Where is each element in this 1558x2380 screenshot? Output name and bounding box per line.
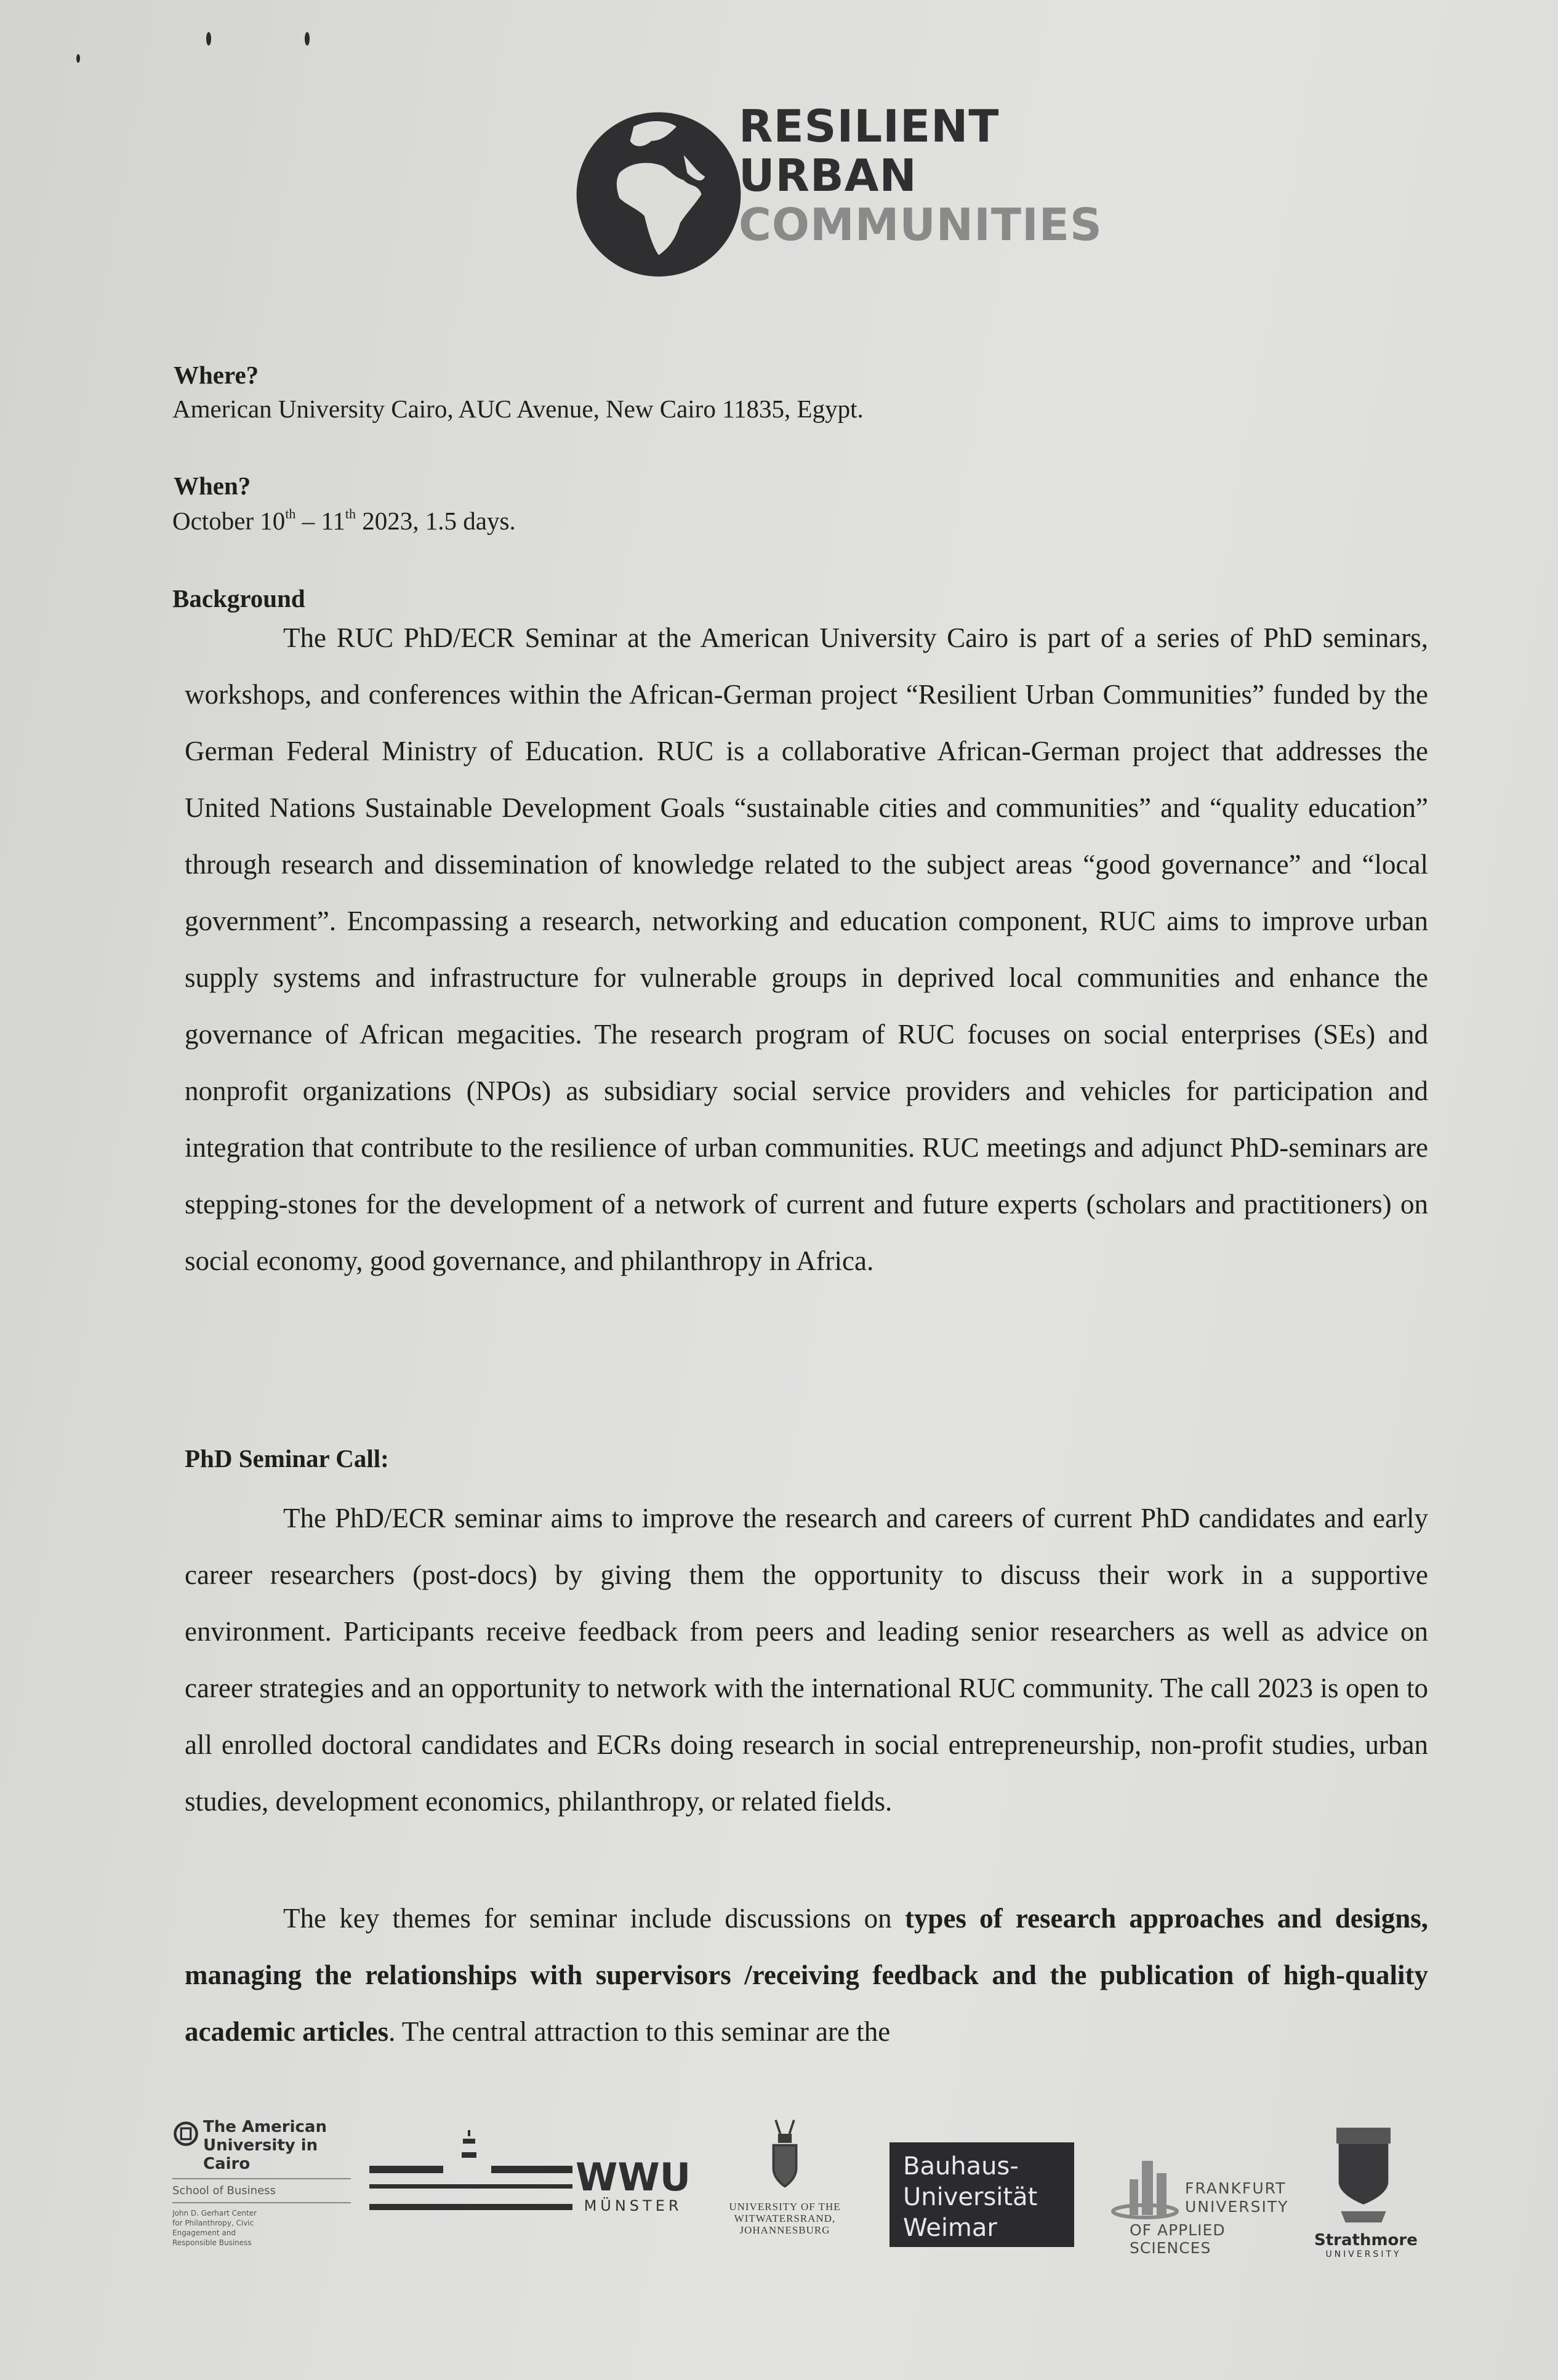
call-text-2-bold: types of research approaches and designs, managing the relationships with supervisors /receiving feedback and the publication of high-quality academic articles <box>185 1903 1428 2047</box>
call-text-2-pre: The key themes for seminar include discussions on <box>283 1903 905 1934</box>
strathmore-name: Strathmore <box>1314 2231 1418 2249</box>
when-sup-1: th <box>285 506 296 521</box>
call-paragraph-1 <box>185 1490 1428 1830</box>
where-label: Where? <box>174 361 259 389</box>
call-heading: PhD Seminar Call: <box>185 1444 389 1473</box>
when-dash: – 11 <box>295 507 345 535</box>
auc-center-3: Engagement and <box>172 2229 236 2237</box>
partner-logos <box>166 2105 1447 2272</box>
frankfurt-line-3: OF APPLIED SCIENCES <box>1130 2221 1226 2257</box>
frankfurt-logo <box>1111 2155 1302 2257</box>
bauhaus-line-3: Weimar <box>903 2214 997 2242</box>
bauhaus-line-1: Bauhaus- <box>903 2152 1019 2181</box>
auc-center-1: John D. Gerhart Center <box>172 2209 257 2217</box>
wwu-bars-icon <box>369 2130 572 2210</box>
frankfurt-buildings-icon <box>1111 2155 1191 2222</box>
punch-hole <box>305 32 310 46</box>
auc-school: School of Business <box>172 2184 276 2197</box>
wwu-logo <box>576 2155 691 2214</box>
frankfurt-text <box>1185 2179 1288 2216</box>
wits-line-2: WITWATERSRAND, <box>734 2213 836 2224</box>
background-paragraph <box>185 609 1428 1289</box>
frankfurt-line-2: UNIVERSITY <box>1185 2198 1289 2216</box>
call-text-1: The PhD/ECR seminar aims to improve the research and careers of current PhD candidates and early career researchers (post-docs) by giving them the opportunity to discuss their work in a supportive environment. Participants receive feedback from peers and leading senior researchers as well as advice on career strategies and an opportunity to network with the international RUC community. The call 2023 is open to all enrolled doctoral candidates and ECRs doing research in social entrepreneurship, non-profit studies, urban studies, development economics, philanthropy, or related fields. <box>185 1503 1428 1817</box>
background-text: The RUC PhD/ECR Seminar at the American University Cairo is part of a series of PhD seminars, workshops, and conferences within the African-German project “Resilient Urban Communities” funded by the German Federal Ministry of Education. RUC is a collaborative African-German project that addresses the United Nations Sustainable Development Goals “sustainable cities and communities” and “quality education” through research and dissemination of knowledge related to the subject areas “good governance” and “local government”. Encompassing a research, networking and education component, RUC aims to improve urban supply systems and infrastructure for vulnerable groups in deprived local communities and enhance the governance of African megacities. The research program of RUC focuses on social enterprises (SEs) and nonprofit organizations (NPOs) as subsidiary social service providers and vehicles for participation and integration that contribute to the resilience of urban communities. RUC meetings and adjunct PhD-seminars are stepping-stones for the development of a network of current and future experts (scholars and practitioners) on social economy, good governance, and philanthropy in Africa. <box>185 622 1428 1276</box>
strathmore-logo <box>1314 2124 1418 2259</box>
when-sup-2: th <box>345 506 356 521</box>
logo-wordmark <box>739 102 1102 249</box>
call-paragraph-2 <box>185 1890 1428 2060</box>
wwu-city: MÜNSTER <box>584 2197 683 2214</box>
when-rest: 2023, 1.5 days. <box>356 507 516 535</box>
auc-center-4: Responsible Business <box>172 2238 252 2247</box>
auc-logo <box>172 2118 357 2248</box>
bauhaus-line-2: Universität <box>903 2183 1038 2211</box>
auc-center-2: for Philanthropy, Civic <box>172 2219 254 2227</box>
strathmore-sub: UNIVERSITY <box>1325 2249 1402 2259</box>
wits-crest-icon <box>760 2118 809 2198</box>
globe-africa-icon <box>569 102 748 280</box>
wits-line-3: JOHANNESBURG <box>739 2224 830 2236</box>
punch-hole <box>76 54 80 63</box>
where-value: American University Cairo, AUC Avenue, New Cairo 11835, Egypt. <box>172 395 864 423</box>
wits-line-1: UNIVERSITY OF THE <box>729 2201 841 2213</box>
frankfurt-line-1: FRANKFURT <box>1185 2179 1287 2197</box>
auc-divider <box>172 2202 351 2203</box>
auc-name-1: The American <box>203 2118 327 2136</box>
wits-logo <box>720 2118 849 2236</box>
punch-hole <box>206 32 211 46</box>
when-value <box>172 506 516 536</box>
call-text-2-post: . The central attraction to this seminar are the <box>388 2016 891 2047</box>
wwu-name: WWU <box>576 2155 691 2200</box>
logo-text-communities: COMMUNITIES <box>739 199 1102 251</box>
logo-text-urban: URBAN <box>739 150 917 201</box>
bauhaus-logo <box>889 2142 1074 2247</box>
strathmore-crest-icon <box>1330 2124 1397 2229</box>
logo-text-resilient: RESILIENT <box>739 100 1000 152</box>
ruc-logo <box>569 100 1102 274</box>
when-month: October 10 <box>172 507 286 535</box>
auc-name-2: University in Cairo <box>203 2136 318 2173</box>
background-heading: Background <box>172 584 305 613</box>
when-label: When? <box>174 472 251 500</box>
auc-divider <box>172 2178 351 2179</box>
auc-emblem-icon <box>172 2120 199 2147</box>
